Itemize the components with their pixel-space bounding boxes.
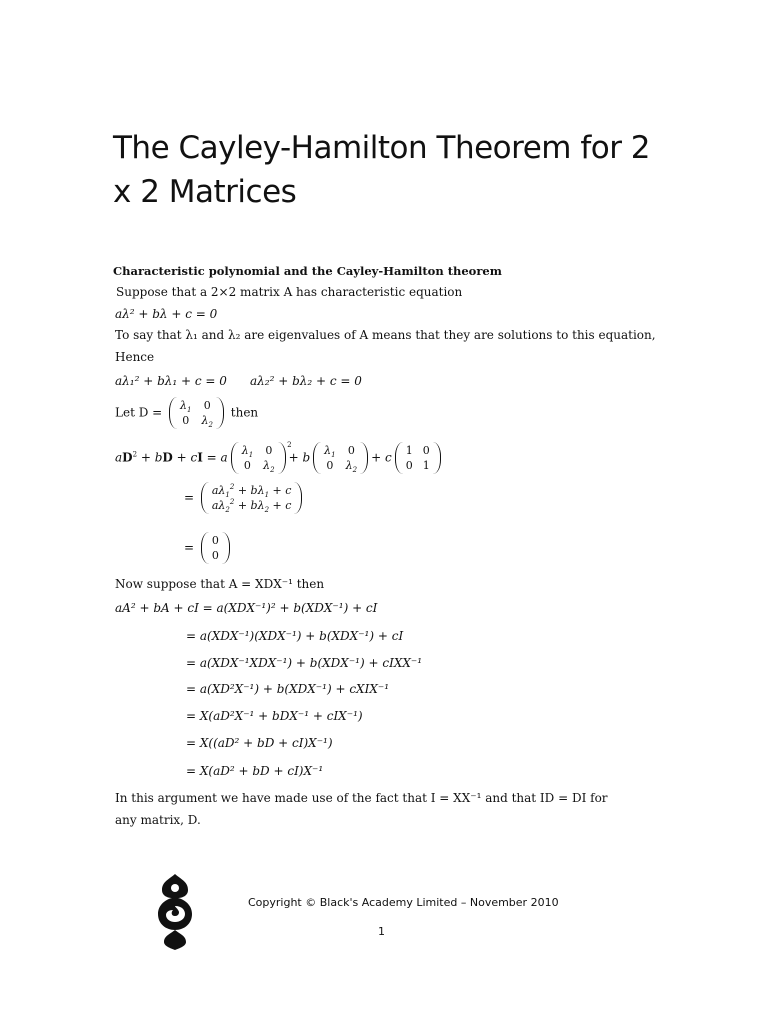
derivation-line-5: = X(aD²X⁻¹ + bDX⁻¹ + cIX⁻¹) bbox=[186, 709, 363, 723]
argument-sentence: In this argument we have made use of the fact that I = XX⁻¹ and that ID = DI for bbox=[115, 791, 608, 805]
eigenvalue-sentence: To say that λ₁ and λ₂ are eigenvalues of A means that they are solutions to this equation, bbox=[115, 328, 656, 342]
intro-sentence: Suppose that a 2×2 matrix A has characteristic equation bbox=[116, 285, 463, 299]
let-d-label: Let D = bbox=[115, 405, 163, 420]
page-number: 1 bbox=[378, 925, 385, 938]
let-d-line bbox=[115, 397, 258, 429]
derivation-line-4: = a(XD²X⁻¹) + b(XDX⁻¹) + cXIX⁻¹ bbox=[186, 682, 390, 696]
derivation-line-6: = X((aD² + bD + cI)X⁻¹) bbox=[186, 736, 333, 750]
copyright-footer: Copyright © Black's Academy Limited – November 2010 bbox=[248, 896, 559, 909]
derivation-line-1: aA² + bA + cI = a(XDX⁻¹)² + b(XDX⁻¹) + cI bbox=[115, 601, 378, 615]
derivation-line-2: = a(XDX⁻¹)(XDX⁻¹) + b(XDX⁻¹) + cI bbox=[186, 629, 404, 643]
hence-label: Hence bbox=[115, 350, 155, 364]
zero-column-matrix: 0 0 bbox=[201, 532, 230, 564]
section-heading: Characteristic polynomial and the Cayley-Hamilton theorem bbox=[113, 264, 502, 278]
zero-vector-result: = 0 0 bbox=[184, 532, 233, 564]
now-suppose-sentence: Now suppose that A = XDX⁻¹ then bbox=[115, 577, 325, 591]
characteristic-equation: aλ² + bλ + c = 0 bbox=[115, 307, 218, 321]
matrix-d: $\lambda_1$ 0 0 $\lambda_2$ bbox=[169, 397, 224, 429]
any-matrix-sentence: any matrix, D. bbox=[115, 813, 201, 827]
ornamental-logo-icon bbox=[156, 872, 194, 954]
matrix-d-linear: $\lambda_1$ 0 0 $\lambda_2$ bbox=[313, 442, 368, 474]
matrix-expansion: $aD^2$ + bD + cI = a $\lambda_1$ 0 0 $\lambda_2$ 2 + b $\lambda_1$ 0 0 $\lambda_2$ + c 1 0 0 1 bbox=[115, 442, 444, 474]
equation-lambda-1: aλ₁² + bλ₁ + c = 0 bbox=[115, 374, 227, 388]
derivation-line-3: = a(XDX⁻¹XDX⁻¹) + b(XDX⁻¹) + cIXX⁻¹ bbox=[186, 656, 423, 670]
derivation-line-7: = X(aD² + bD + cI)X⁻¹ bbox=[186, 764, 324, 778]
page-title: The Cayley-Hamilton Theorem for 2 x 2 Matrices bbox=[113, 130, 651, 210]
then-label: then bbox=[230, 405, 259, 420]
equation-lambda-2: aλ₂² + bλ₂ + c = 0 bbox=[250, 374, 362, 388]
column-vector-result: = $a\lambda_1^2 + b\lambda_1 + c$ $a\lambda_2^2 + b\lambda_2 + c$ bbox=[184, 482, 305, 514]
matrix-d-squared: $\lambda_1$ 0 0 $\lambda_2$ 2 bbox=[231, 442, 286, 474]
identity-matrix: 1 0 0 1 bbox=[395, 442, 441, 474]
polynomial-column-matrix: $a\lambda_1^2 + b\lambda_1 + c$ $a\lambda_2^2 + b\lambda_2 + c$ bbox=[201, 482, 303, 514]
